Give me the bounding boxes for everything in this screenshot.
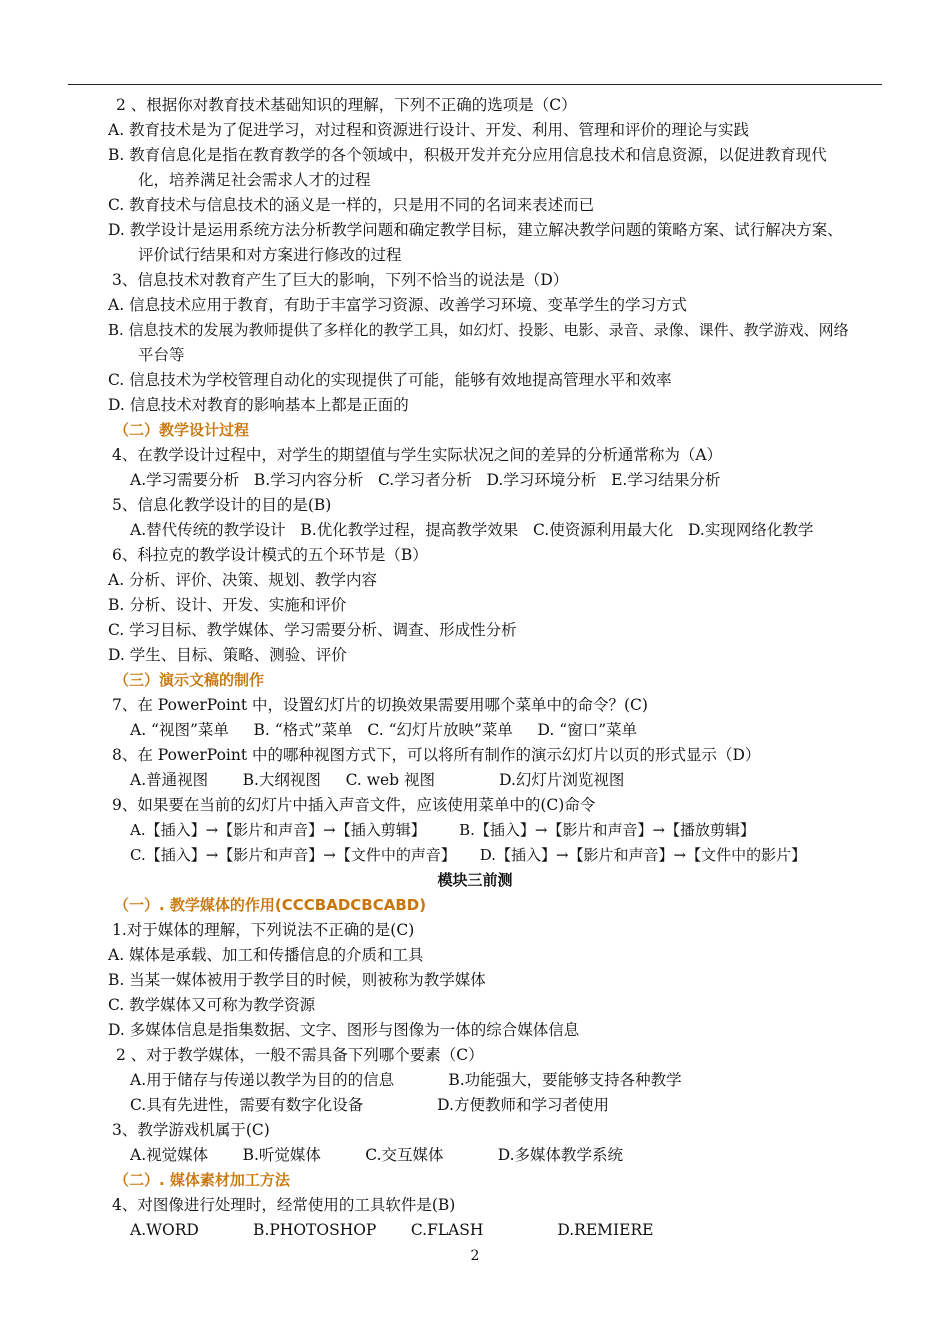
option-line: A.普通视图 B.大纲视图 C. web 视图 D.幻灯片浏览视图 [130, 771, 625, 789]
option-line: A.替代传统的教学设计 B.优化教学过程，提高教学效果 C.使资源利用最大化 D.实现网络化教学 [130, 521, 814, 539]
question-4b: 4、对图像进行处理时，经常使用的工具软件是(B) [112, 1196, 456, 1214]
question-3b: 3、教学游戏机属于(C) [112, 1121, 270, 1139]
option-continuation: 评价试行结果和对方案进行修改的过程 [138, 246, 402, 264]
option-line: B. 教育信息化是指在教育教学的各个领域中，积极开发并充分应用信息技术和信息资源，以促进教育现代 [108, 146, 827, 164]
question-4: 4、在教学设计过程中，对学生的期望值与学生实际状况之间的差异的分析通常称为（A） [112, 446, 723, 464]
option-line: A.WORD B.PHOTOSHOP C.FLASH D.REMIERE [130, 1221, 654, 1239]
option-line: D. 教学设计是运用系统方法分析教学问题和确定教学目标，建立解决教学问题的策略方案、试行解决方案、 [108, 221, 843, 239]
option-continuation: 平台等 [138, 346, 185, 364]
option-line: A. 信息技术应用于教育，有助于丰富学习资源、改善学习环境、变革学生的学习方式 [108, 296, 688, 314]
option-line: A. 分析、评价、决策、规划、教学内容 [108, 571, 378, 589]
option-line: A.视觉媒体 B.听觉媒体 C.交互媒体 D.多媒体教学系统 [130, 1146, 624, 1164]
section-heading: （一）. 教学媒体的作用(CCCBADCBCABD) [114, 896, 427, 914]
question-9: 9、如果要在当前的幻灯片中插入声音文件，应该使用菜单中的(C)命令 [112, 796, 596, 814]
option-continuation: 化，培养满足社会需求人才的过程 [138, 171, 371, 189]
option-line: C.具有先进性，需要有数字化设备 D.方便教师和学习者使用 [130, 1096, 609, 1114]
question-2b: 2 、对于教学媒体，一般不需具备下列哪个要素（C） [116, 1046, 484, 1064]
section-heading: （三）演示文稿的制作 [114, 671, 265, 689]
option-line: C. 教学媒体又可称为教学资源 [108, 996, 316, 1014]
question-1: 1.对于媒体的理解，下列说法不正确的是(C) [112, 921, 415, 939]
option-line: A. 教育技术是为了促进学习，对过程和资源进行设计、开发、利用、管理和评价的理论与实践 [108, 121, 750, 139]
question-8: 8、在 PowerPoint 中的哪种视图方式下，可以将所有制作的演示幻灯片以页的形式显示（D） [112, 746, 761, 764]
page-number: 2 [470, 1248, 480, 1264]
option-line: B. 分析、设计、开发、实施和评价 [108, 596, 347, 614]
option-line: C. 信息技术为学校管理自动化的实现提供了可能，能够有效地提高管理水平和效率 [108, 371, 672, 389]
section-heading: （二）. 媒体素材加工方法 [114, 1171, 290, 1189]
option-line: D. 信息技术对教育的影响基本上都是正面的 [108, 396, 409, 414]
option-line: A.【插入】→【影片和声音】→【插入剪辑】 B.【插入】→【影片和声音】→【播放剪辑】 [130, 821, 756, 839]
option-line: D. 多媒体信息是指集数据、文字、图形与图像为一体的综合媒体信息 [108, 1021, 580, 1039]
option-line: C. 学习目标、教学媒体、学习需要分析、调查、形成性分析 [108, 621, 517, 639]
option-line: D. 学生、目标、策略、测验、评价 [108, 646, 347, 664]
module-title: 模块三前测 [437, 871, 513, 889]
question-6: 6、科拉克的教学设计模式的五个环节是（B） [112, 546, 428, 564]
option-line: A. 媒体是承载、加工和传播信息的介质和工具 [108, 946, 424, 964]
question-7: 7、在 PowerPoint 中，设置幻灯片的切换效果需要用哪个菜单中的命令？(C) [112, 696, 648, 714]
question-3: 3、信息技术对教育产生了巨大的影响，下列不恰当的说法是（D） [112, 271, 569, 289]
option-line: B. 信息技术的发展为教师提供了多样化的教学工具，如幻灯、投影、电影、录音、录像、课件、教学游戏、网络 [108, 321, 849, 339]
section-heading: （二）教学设计过程 [114, 421, 250, 439]
option-line: C.【插入】→【影片和声音】→【文件中的声音】 D.【插入】→【影片和声音】→【文件中的影片】 [130, 846, 807, 864]
question-5: 5、信息化教学设计的目的是(B) [112, 496, 332, 514]
option-line: B. 当某一媒体被用于教学目的时候，则被称为教学媒体 [108, 971, 486, 989]
option-line: A.用于储存与传递以教学为目的的信息 B.功能强大，要能够支持各种教学 [130, 1071, 682, 1089]
option-line: A. “视图”菜单 B. “格式”菜单 C. “幻灯片放映”菜单 D. “窗口”菜单 [130, 721, 638, 739]
header-rule [68, 84, 882, 85]
question-2: 2 、根据你对教育技术基础知识的理解，下列不正确的选项是（C） [116, 96, 577, 114]
option-line: C. 教育技术与信息技术的涵义是一样的，只是用不同的名词来表述而已 [108, 196, 595, 214]
option-line: A.学习需要分析 B.学习内容分析 C.学习者分析 D.学习环境分析 E.学习结果分析 [130, 471, 721, 489]
